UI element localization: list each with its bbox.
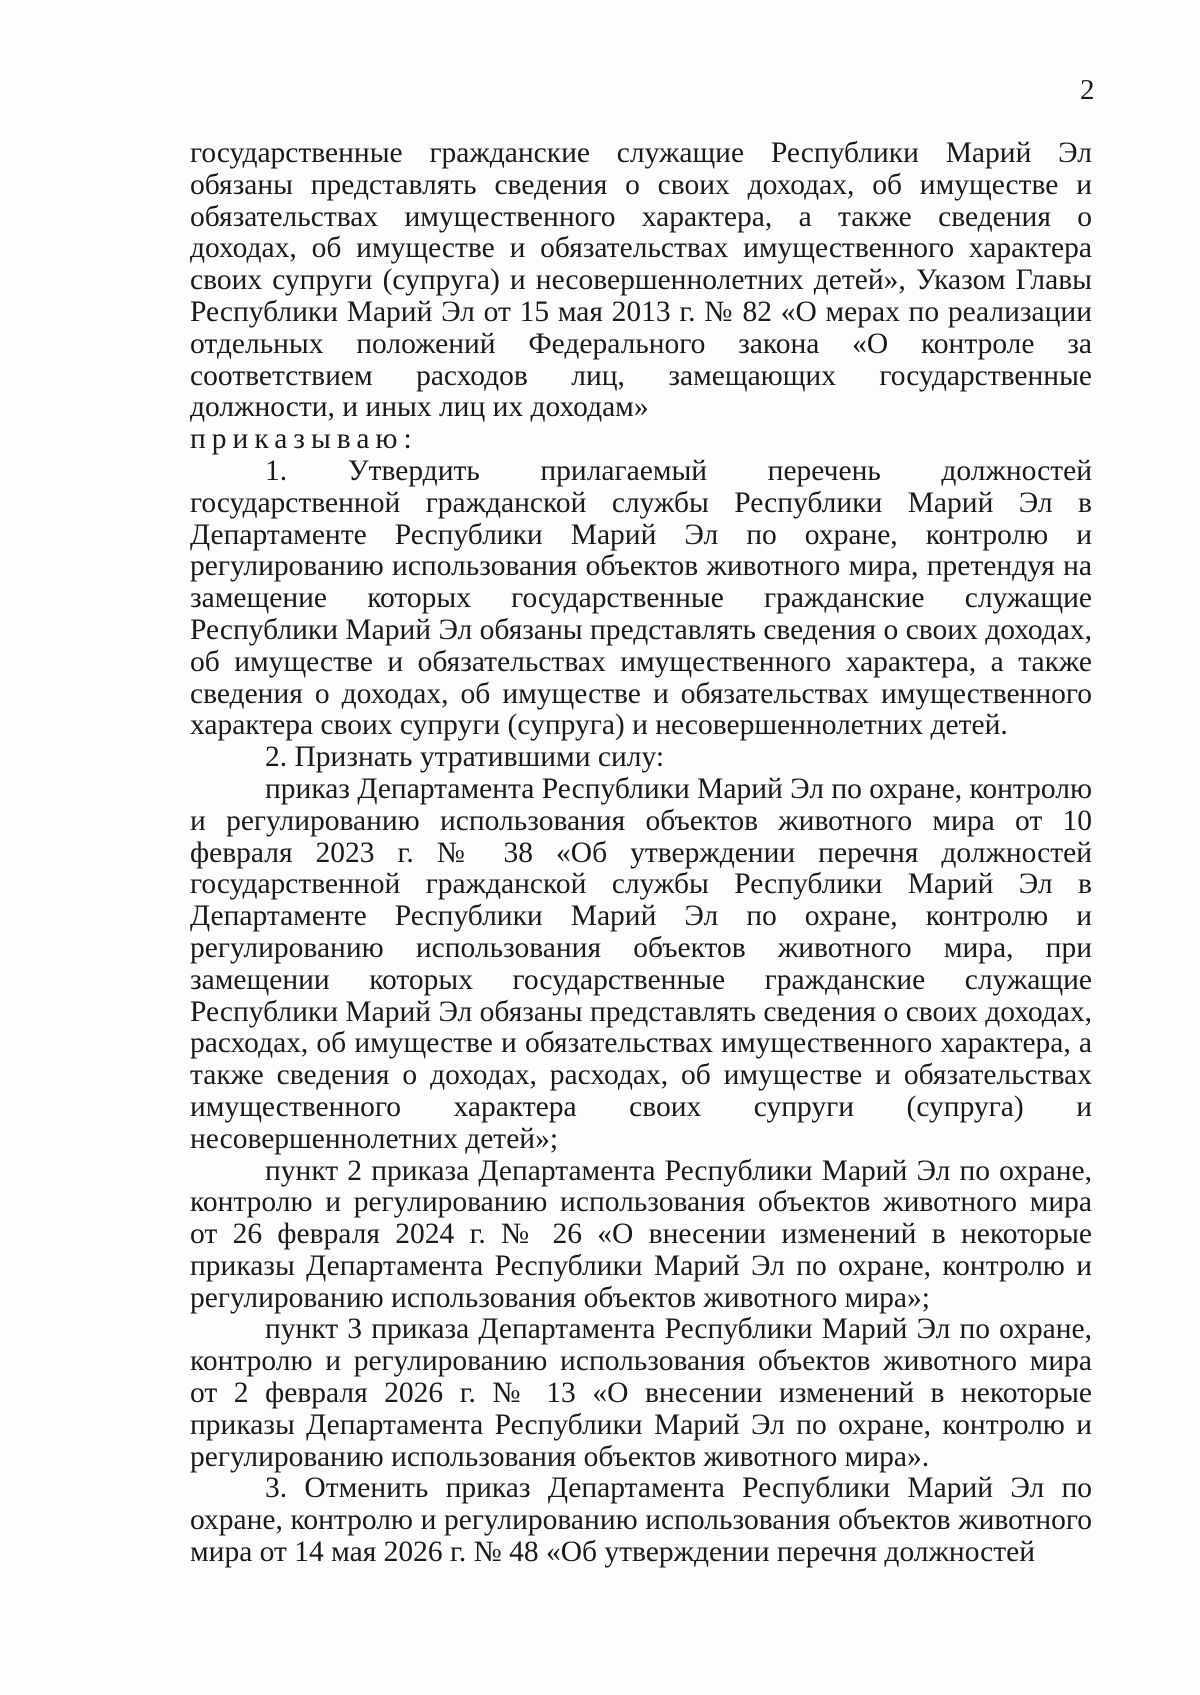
page-number: 2: [1080, 74, 1095, 106]
paragraph-item-2: 2. Признать утратившими силу:: [265, 741, 665, 774]
paragraph-item-2-sub-1: приказ Департамента Республики Марий Эл по охране, контролю и регулированию использования объектов животного мира от 10 февраля 2023 г. № 38 «Об утверждении перечня должностей государственной гражданской службы Республики Марий Эл в Департаменте Республики Марий Эл по охране, контролю и регулированию использования объектов животного мира, при замещении которых государственные гражданские служащие Республики Марий Эл обязаны представлять сведения о своих доходах, расходах, об имуществе и обязательствах имущественного характера, а также сведения о доходах, расходах, об имуществе и обязательствах имущественного характера своих супруги (супруга) и несовершеннолетних детей»;: [190, 772, 1092, 1155]
paragraph-item-2-sub-2: пункт 2 приказа Департамента Республики Марий Эл по охране, контролю и регулированию использования объектов животного мира от 26 февраля 2024 г. № 26 «О внесении изменений в некоторые приказы Департамента Республики Марий Эл по охране, контролю и регулированию использования объектов животного мира»;: [190, 1154, 1092, 1314]
paragraph-item-3: 3. Отменить приказ Департамента Республики Марий Эл по охране, контролю и регулированию использования объектов животного мира от 14 мая 2026 г. № 48 «Об утверждении перечня должностей: [190, 1472, 1092, 1569]
paragraph-item-1: 1. Утвердить прилагаемый перечень должностей государственной гражданской службы Республики Марий Эл в Департаменте Республики Марий Эл по охране, контролю и регулированию использования объектов животного мира, претендуя на замещение которых государственные гражданские служащие Республики Марий Эл обязаны представлять сведения о своих доходах, об имуществе и обязательствах имущественного характера, а также сведения о доходах, об имуществе и обязательствах имущественного характера своих супруги (супруга) и несовершеннолетних детей.: [190, 454, 1092, 742]
document-body: [190, 138, 1092, 1569]
paragraph-preamble-continuation: государственные гражданские служащие Республики Марий Эл обязаны представлять сведения о своих доходах, об имуществе и обязательствах имущественного характера, а также сведения о доходах, об имуществе и обязательствах имущественного характера своих супруги (супруга) и несовершеннолетних детей», Указом Главы Республики Марий Эл от 15 мая 2013 г. № 82 «О мерах по реализации отдельных положений Федерального закона «О контроле за соответствием расходов лиц, замещающих государственные должности, и иных лиц их доходам»: [190, 137, 1092, 424]
paragraph-order-word: приказываю:: [190, 423, 418, 456]
paragraph-item-2-sub-3: пункт 3 приказа Департамента Республики Марий Эл по охране, контролю и регулированию использования объектов животного мира от 2 февраля 2026 г. № 13 «О внесении изменений в некоторые приказы Департамента Республики Марий Эл по охране, контролю и регулированию использования объектов животного мира».: [190, 1313, 1092, 1473]
